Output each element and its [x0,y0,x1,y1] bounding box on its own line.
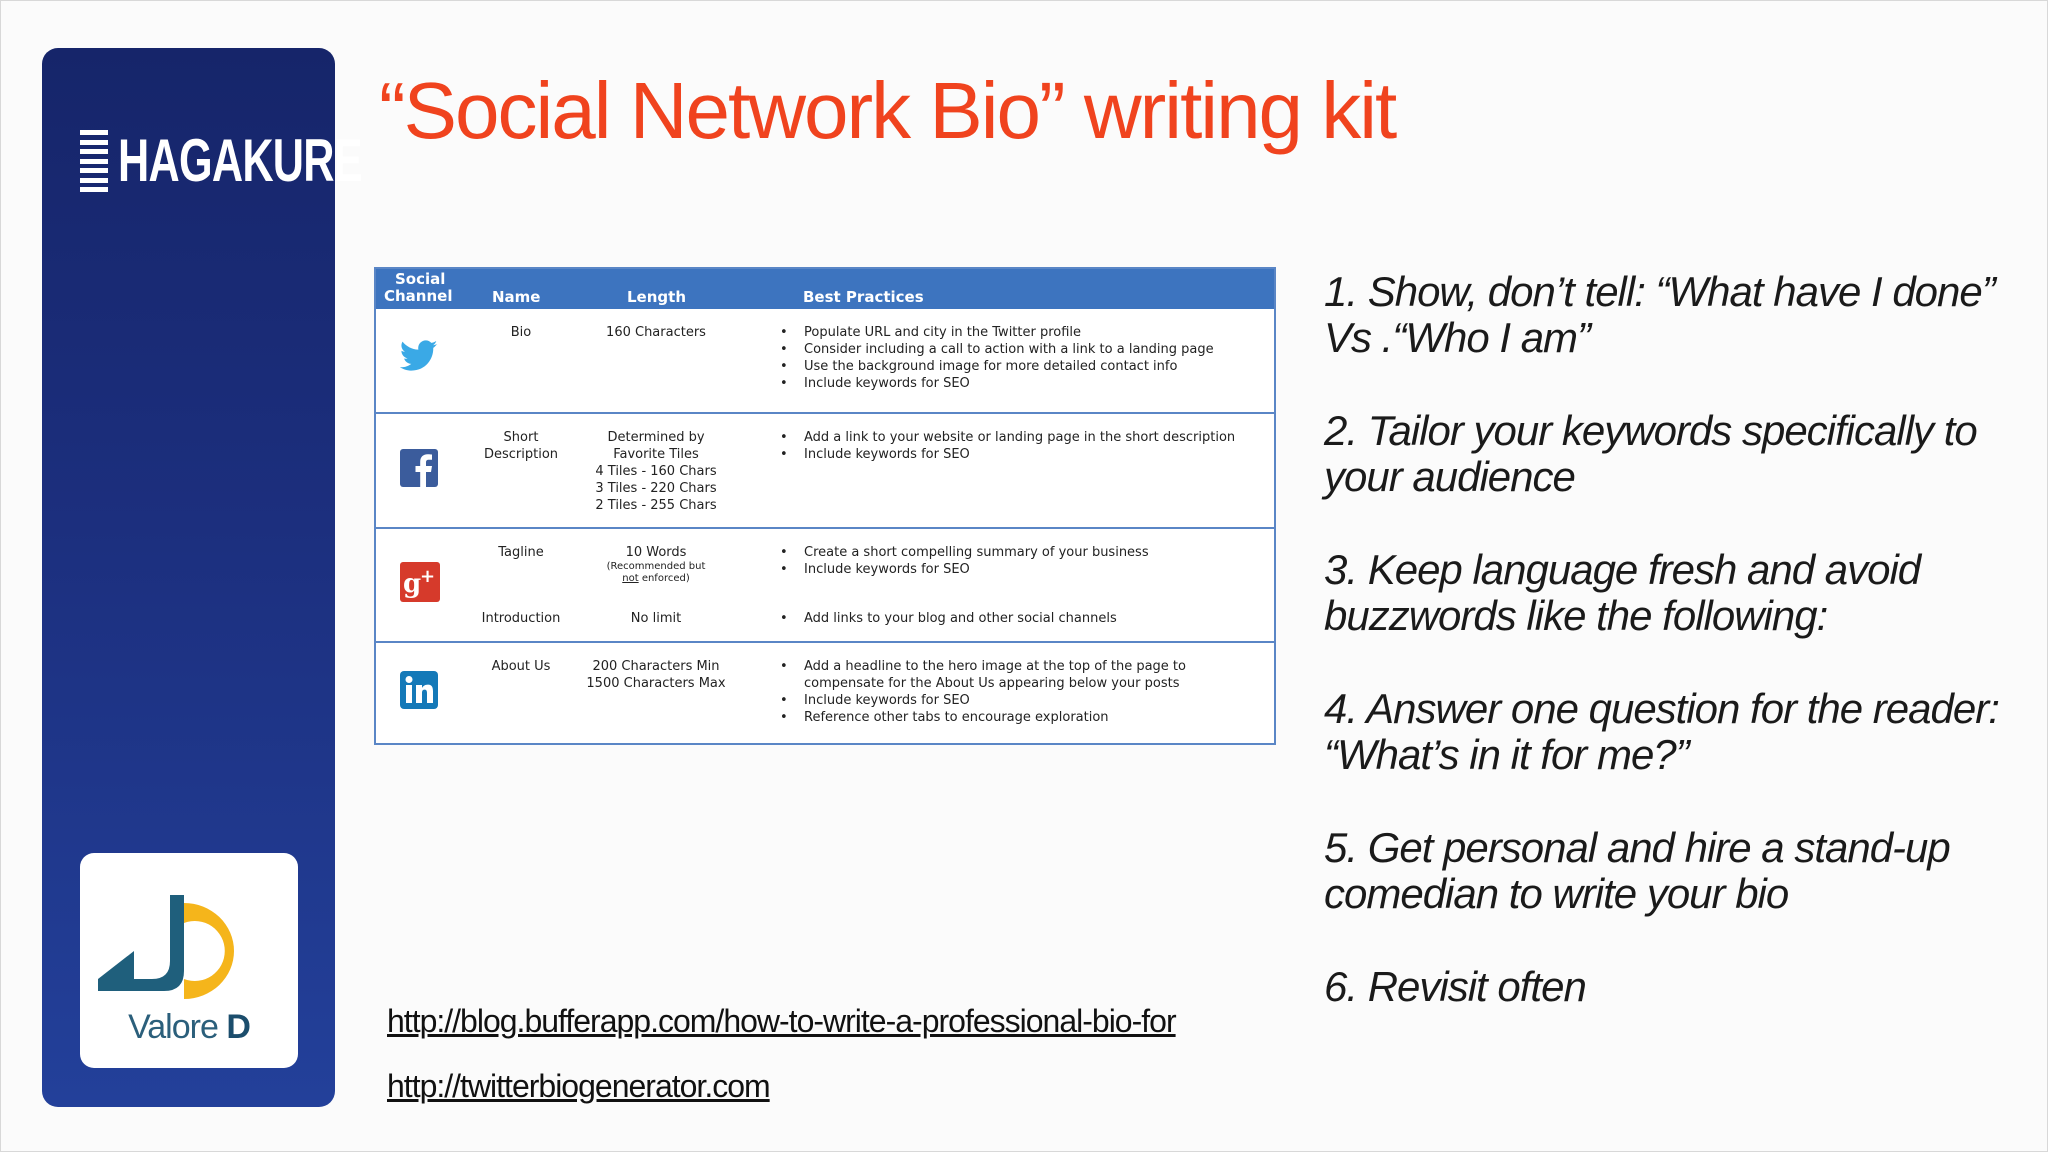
tip-item: 1. Show, don’t tell: “What have I done” Vs .“Who I am” [1324,268,1995,361]
svg-text:g: g [403,569,422,599]
header-length: Length [627,288,686,306]
twitterbiogenerator-link[interactable]: http://twitterbiogenerator.com [387,1068,770,1104]
social-bio-table [374,267,1276,745]
cell-length-introduction: No limit [630,611,682,626]
svg-text:+: + [420,566,436,587]
slide-title: “Social Network Bio” writing kit [379,66,1396,155]
tip-item: 3. Keep language fresh and avoid buzzwords like the following: [1324,546,1921,639]
tip-item: 6. Revisit often [1324,963,1586,1010]
cell-name-introduction: Introduction [481,611,561,626]
cell-best-practices [778,324,1268,392]
tip-item: 5. Get personal and hire a stand-up comedian to write your bio [1324,824,1950,917]
cell-length: 200 Characters Min 1500 Characters Max [586,659,726,691]
brand-name: HAGAKURE [118,127,362,194]
list-item: • Consider including a call to action with a link to a landing page [778,341,1268,358]
list-item: • Add links to your blog and other social channels [778,610,1268,627]
tip-item: 4. Answer one question for the reader: “What’s in it for me?” [1324,685,1999,778]
cell-name: Bio [510,325,532,340]
facebook-icon [400,449,438,487]
hagakure-mark-icon [80,130,108,192]
cell-best-practices [778,658,1218,726]
valore-d-logo-icon [94,891,284,1006]
partner-logo-card [80,853,298,1068]
list-item: • Include keywords for SEO [778,375,1268,392]
list-item: • Include keywords for SEO [778,561,1268,578]
list-item: • Use the background image for more detailed contact info [778,358,1268,375]
table-header [376,269,1274,309]
cell-best-practices [778,544,1268,578]
list-item: • Reference other tabs to encourage exploration [778,709,1218,726]
cell-best-practices [778,429,1268,463]
list-item: • Add a link to your website or landing page in the short description [778,429,1268,446]
cell-length: Determined by Favorite Tiles 4 Tiles - 160 Chars 3 Tiles - 220 Chars 2 Tiles - 255 Chars [595,430,717,513]
bufferapp-link[interactable]: http://blog.bufferapp.com/how-to-write-a-professional-bio-for [387,1003,1176,1039]
cell-length: 10 Words (Recommended but not enforced) [606,545,706,584]
list-item: • Create a short compelling summary of your business [778,544,1268,561]
table-row [376,641,1274,743]
google-plus-icon [400,562,438,600]
list-item: • Populate URL and city in the Twitter profile [778,324,1268,341]
header-best-practices: Best Practices [803,288,924,306]
sidebar [42,48,362,1107]
list-item: • Include keywords for SEO [778,446,1268,463]
tips-list [1324,269,2014,1057]
cell-name: Tagline [498,545,544,560]
table-row [376,309,1274,412]
table-row [376,412,1274,529]
cell-name: About Us [491,659,551,674]
cell-name: Short Description [483,430,559,462]
linkedin-icon [400,671,438,709]
list-item: • Include keywords for SEO [778,692,1218,709]
cell-best-practices-introduction [778,610,1268,627]
partner-name: Valore D [128,1008,250,1046]
tip-item: 2. Tailor your keywords specifically to your audience [1324,407,1977,500]
cell-length: 160 Characters [606,325,706,340]
list-item: • Add a headline to the hero image at the top of the page to compensate for the About Us appearing below your posts [778,658,1218,692]
table-row [376,527,1274,643]
header-social-channel: Social Channel [384,270,453,305]
twitter-icon [400,339,438,377]
header-name: Name [492,288,541,306]
